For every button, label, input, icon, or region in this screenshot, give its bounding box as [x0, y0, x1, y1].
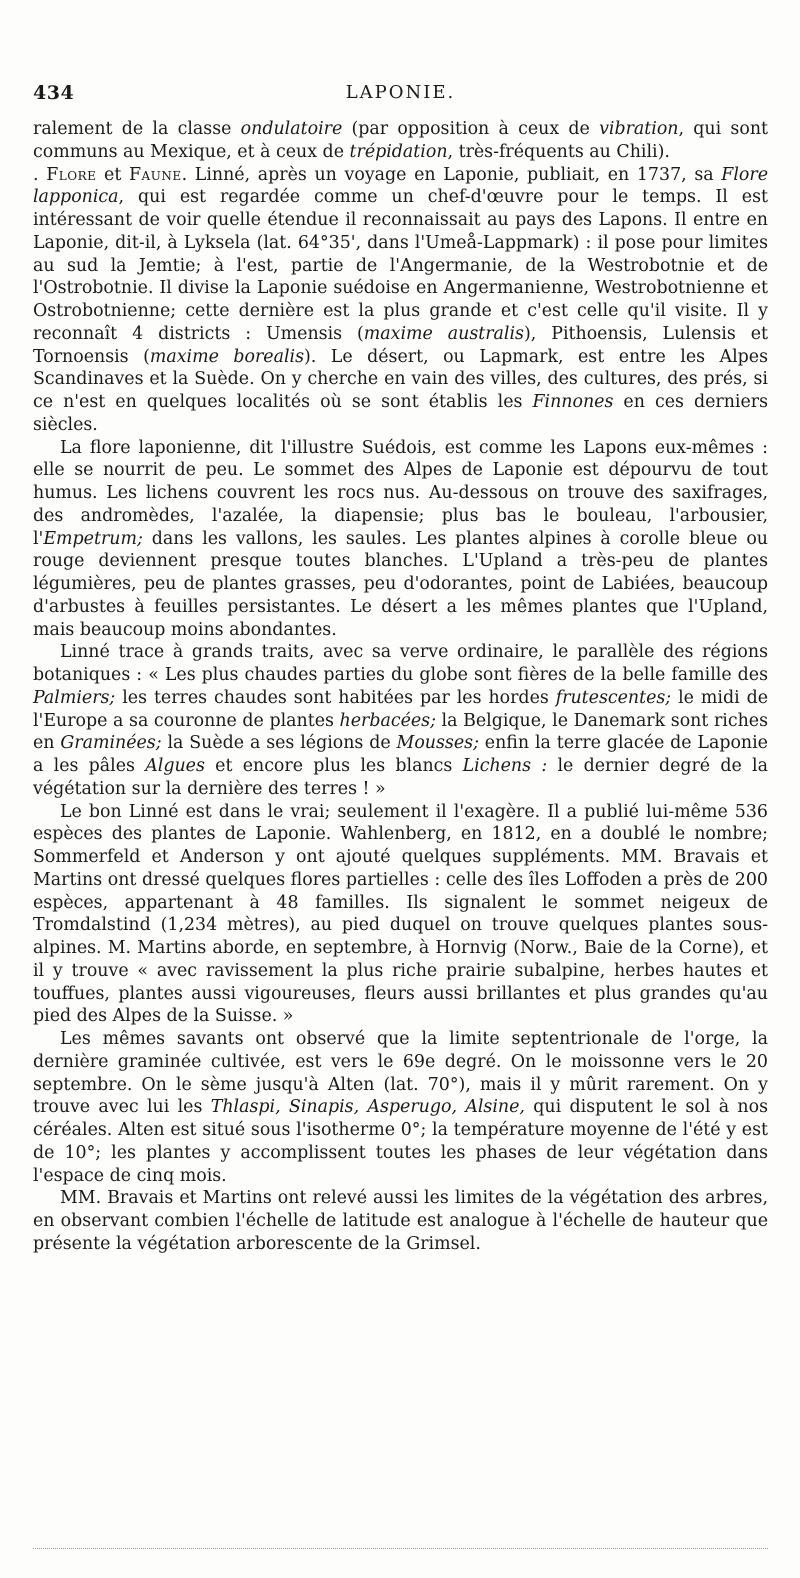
paragraph-especes: Le bon Linné est dans le vrai; seulement il l'exagère. Il a publié lui-même 536 espèces des plantes de Laponie. Wahlenberg, en 1812, en a doublé le nombre; Sommerfeld et Anderson y ont ajouté quelques suppléments. MM. Bravais et Martins ont dressé quelques flores partielles : celle des îles Loffoden a près de 200 espèces, appartenant à 48 familles. Ils signalent le sommet neigeux de Tromdalstind (1,234 mètres), au pied duquel on trouve quelques plantes sous-alpines. M. Martins aborde, en septembre, à Hornvig (Norw., Baie de la Corne), et il y trouve « avec ravissement la plus riche prairie subalpine, herbes hautes et touffues, plantes aussi vigoureuses, fleurs aussi brillantes et plus grandes qu'au pied des Alpes de la Suisse. »	[33, 801, 768, 1027]
paragraph-limite-orge: Les mêmes savants ont observé que la limite septentrionale de l'orge, la dernière graminée cultivée, est vers le 69e degré. On le moissonne vers le 20 septembre. On le sème jusqu'à Alten (lat. 70°), mais il y mûrit rarement. On y trouve avec lui les Thlaspi, Sinapis, Asperugo, Alsine, qui disputent le sol à nos céréales. Alten est situé sous l'isotherme 0°; la température moyenne de l'été y est de 10°; les plantes y accomplissent toutes les phases de leur végétation dans l'espace de cinq mois.	[33, 1029, 768, 1186]
page-header	[33, 82, 768, 110]
paragraph-flore-et-faune: . Flore et Faune. Linné, après un voyage en Laponie, publiait, en 1737, sa Flore lapponica, qui est regardée comme un chef-d'œuvre pour le temps. Il est intéressant de voir quelle étendue il reconnaissait au pays des Lapons. Il entre en Laponie, dit-il, à Lyksela (lat. 64°35', dans l'Umeå-Lappmark) : il pose pour limites au sud la Jemtie; à l'est, partie de l'Angermanie, de la Westrobotnie et de l'Ostrobotnie. Il divise la Laponie suédoise en Angermanienne, Westrobotnienne et Ostrobotnienne; cette dernière est la plus grande et c'est celle qu'il visite. Il y reconnaît 4 districts : Umensis (maxime australis), Pithoensis, Lulensis et Tornoensis (maxime borealis). Le désert, ou Lapmark, est entre les Alpes Scandinaves et la Suède. On y cherche en vain des villes, des cultures, des prés, si ce n'est en quelques localités où se sont établis les Finnones en ces derniers siècles.	[33, 164, 769, 435]
paragraph-continuation: ralement de la classe ondulatoire (par opposition à ceux de vibration, qui sont communs au Mexique, et à ceux de trépidation, très-fréquents au Chili).	[33, 119, 769, 162]
section-heading-flore: Flore	[46, 164, 97, 185]
footer-rule	[33, 1548, 768, 1549]
paragraph-parallele-botanique: Linné trace à grands traits, avec sa verve ordinaire, le parallèle des régions botaniques : « Les plus chaudes parties du globe sont fières de la belle famille des Palmiers; les terres chaudes sont habitées par les hordes frutescentes; le midi de l'Europe a sa couronne de plantes herbacées; la Belgique, le Danemark sont riches en Graminées; la Suède a ses légions de Mousses; enfin la terre glacée de Laponie a les pâles Algues et encore plus les blancs Lichens : le dernier degré de la végétation sur la dernière des terres ! »	[33, 642, 768, 799]
text-body	[33, 118, 768, 1256]
paragraph-vegetation-arbres: MM. Bravais et Martins ont relevé aussi les limites de la végétation des arbres, en observant combien l'échelle de latitude est analogue à l'échelle de hauteur que présente la végétation arborescente de la Grimsel.	[33, 1188, 768, 1254]
section-heading-faune: Faune	[128, 164, 182, 185]
paragraph-flore-laponienne: La flore laponienne, dit l'illustre Suédois, est comme les Lapons eux-mêmes : elle se nourrit de peu. Le sommet des Alpes de Laponie est dépourvu de tout humus. Les lichens couvrent les rocs nus. Au-dessous on trouve des saxifrages, des andromèdes, l'azalée, la diapensie; plus bas le bouleau, l'arbousier, l'Empetrum; dans les vallons, les saules. Les plantes alpines à corolle bleue ou rouge deviennent presque toutes blanches. L'Upland a très-peu de plantes légumières, peu de plantes grasses, peu d'odorantes, point de Labiées, beaucoup d'arbustes à feuilles persistantes. Le désert a les mêmes plantes que l'Upland, mais beaucoup moins abondantes.	[33, 437, 768, 640]
page-number: 434	[33, 82, 75, 104]
running-title: LAPONIE.	[345, 82, 456, 103]
